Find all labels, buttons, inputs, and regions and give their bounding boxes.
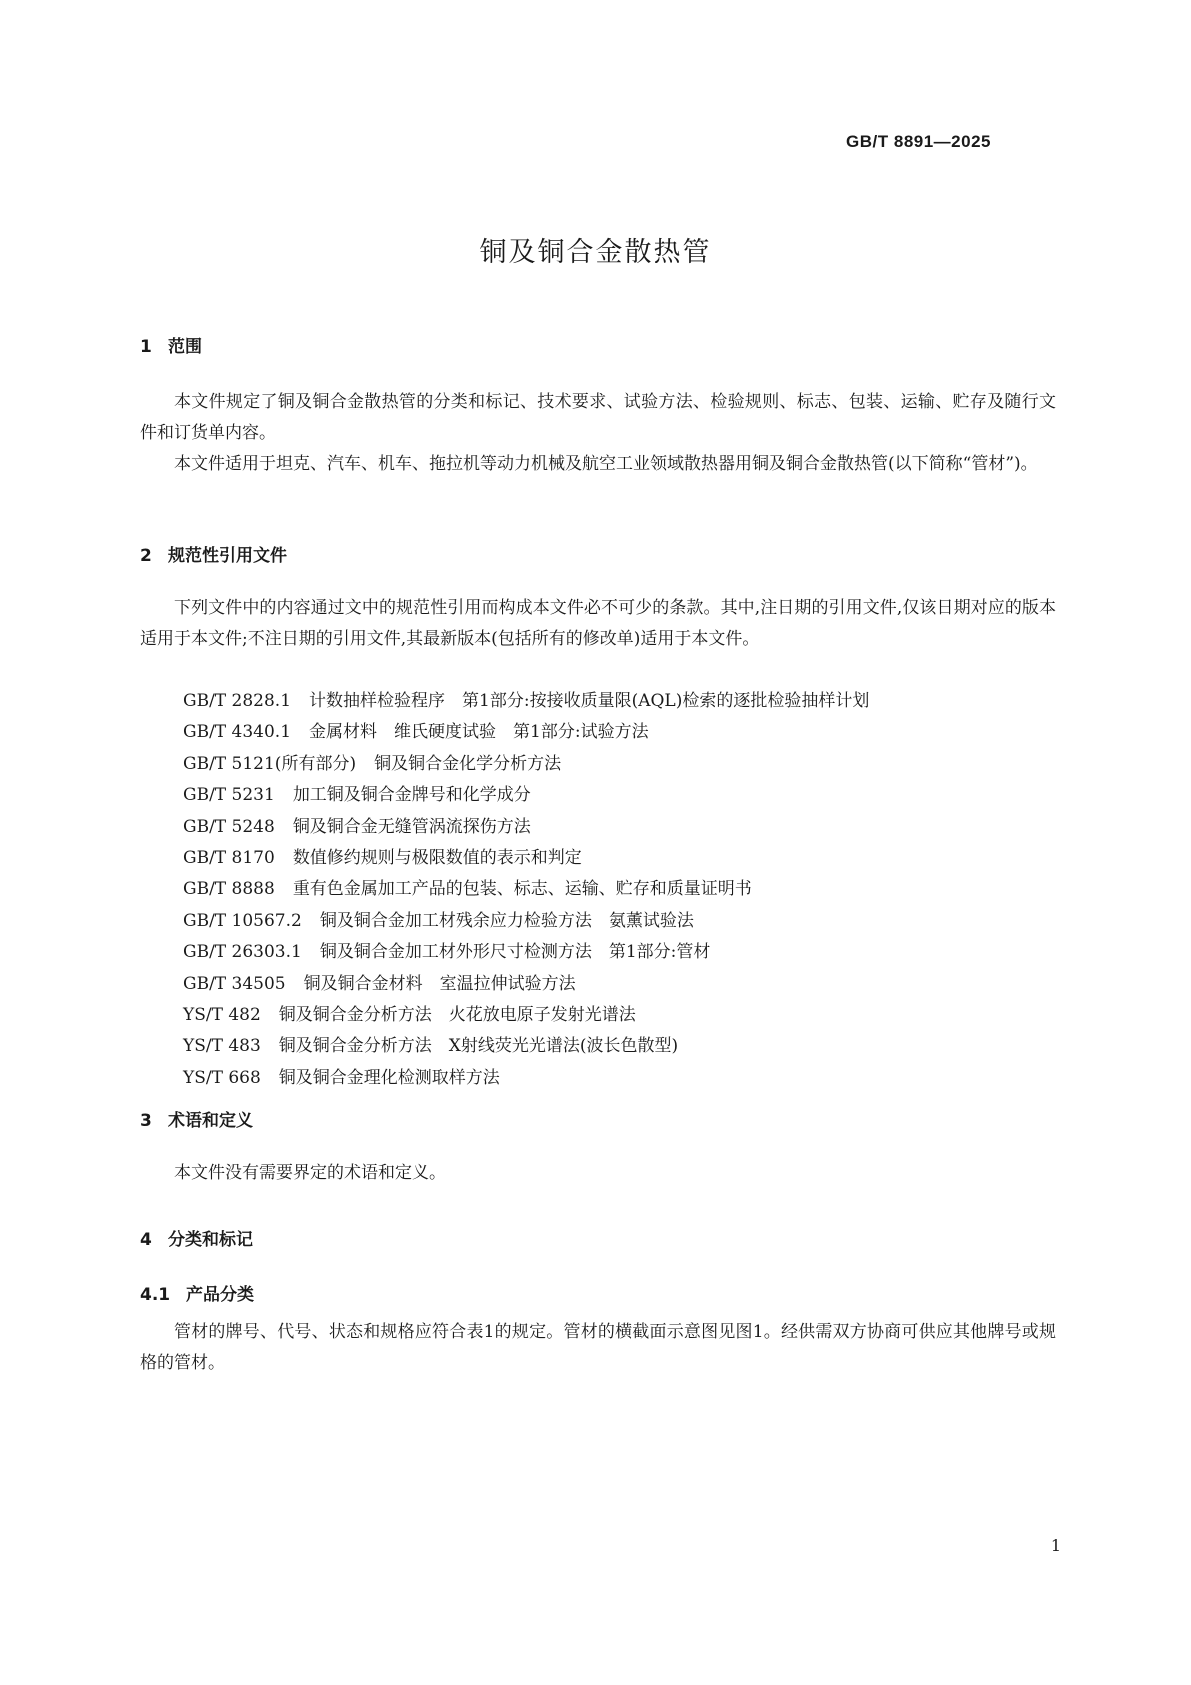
section-title: 规范性引用文件: [168, 546, 287, 566]
reference-code: YS/T 483: [183, 1036, 261, 1057]
section-heading-terms: [140, 1106, 253, 1131]
classification-paragraph: 管材的牌号、代号、状态和规格应符合表1的规定。管材的横截面示意图见图1。经供需双方协商可供应其他牌号或规格的管材。: [140, 1322, 1056, 1373]
reference-title: 铜及铜合金分析方法 火花放电原子发射光谱法: [278, 1004, 636, 1025]
page-title: 铜及铜合金散热管: [479, 237, 712, 268]
reference-code: GB/T 34505: [183, 973, 286, 994]
reference-title: 加工铜及铜合金牌号和化学成分: [292, 785, 531, 806]
normative-refs-intro: 下列文件中的内容通过文中的规范性引用而构成本文件必不可少的条款。其中,注日期的引用文件,仅该日期对应的版本适用于本文件;不注日期的引用文件,其最新版本(包括所有的修改单)适用于本文件。: [140, 598, 1056, 649]
subsection-title: 产品分类: [186, 1285, 254, 1305]
scope-paragraph-1: 本文件规定了铜及铜合金散热管的分类和标记、技术要求、试验方法、检验规则、标志、包装、运输、贮存及随行文件和订货单内容。: [140, 392, 1056, 443]
terms-paragraph: 本文件没有需要界定的术语和定义。: [174, 1163, 446, 1183]
reference-title: 金属材料 维氏硬度试验 第1部分:试验方法: [309, 722, 649, 743]
subsection-number: 4.1: [140, 1285, 171, 1305]
reference-title: 铜及铜合金加工材外形尺寸检测方法 第1部分:管材: [319, 942, 711, 963]
reference-item: [183, 906, 869, 937]
reference-item: [183, 686, 869, 717]
reference-title: 铜及铜合金分析方法 X射线荧光光谱法(波长色散型): [278, 1036, 679, 1057]
reference-item: [183, 717, 869, 748]
scope-paragraph-2: 本文件适用于坦克、汽车、机车、拖拉机等动力机械及航空工业领域散热器用铜及铜合金散热管(以下简称“管材”)。: [174, 454, 1038, 474]
reference-code: GB/T 4340.1: [183, 722, 292, 743]
reference-title: 数值修约规则与极限数值的表示和判定: [292, 847, 582, 868]
section-number: 1: [140, 337, 152, 357]
section-number: 2: [140, 546, 152, 566]
reference-title: 铜及铜合金材料 室温拉伸试验方法: [303, 973, 576, 994]
section-heading-scope: [140, 332, 202, 357]
reference-code: YS/T 668: [183, 1067, 261, 1088]
reference-item: [183, 874, 869, 905]
reference-item: [183, 1063, 869, 1094]
reference-item: [183, 1031, 869, 1062]
section-number: 4: [140, 1230, 152, 1250]
reference-code: YS/T 482: [183, 1004, 261, 1025]
reference-title: 铜及铜合金理化检测取样方法: [278, 1067, 500, 1088]
reference-code: GB/T 5231: [183, 785, 275, 806]
reference-title: 计数抽样检验程序 第1部分:按接收质量限(AQL)检索的逐批检验抽样计划: [309, 691, 870, 711]
reference-list: [183, 686, 869, 1094]
reference-code: GB/T 5121(所有部分): [183, 753, 357, 774]
reference-item: [183, 749, 869, 780]
section-heading-classification: [140, 1225, 253, 1250]
reference-item: [183, 969, 869, 1000]
reference-item: [183, 1000, 869, 1031]
reference-item: [183, 937, 869, 968]
reference-title: 铜及铜合金化学分析方法: [374, 753, 562, 774]
section-number: 3: [140, 1111, 152, 1131]
section-title: 分类和标记: [168, 1230, 253, 1250]
reference-code: GB/T 2828.1: [183, 691, 292, 711]
reference-item: [183, 843, 869, 874]
standard-number: GB/T 8891—2025: [846, 132, 991, 151]
reference-code: GB/T 10567.2: [183, 910, 302, 931]
reference-item: [183, 780, 869, 811]
reference-item: [183, 812, 869, 843]
reference-code: GB/T 8888: [183, 879, 275, 900]
section-heading-normative-refs: [140, 541, 287, 566]
reference-code: GB/T 26303.1: [183, 942, 302, 963]
reference-title: 铜及铜合金无缝管涡流探伤方法: [292, 816, 531, 837]
reference-title: 重有色金属加工产品的包装、标志、运输、贮存和质量证明书: [292, 879, 752, 900]
section-title: 范围: [168, 337, 202, 357]
subsection-heading-product-classification: [140, 1280, 254, 1305]
reference-code: GB/T 8170: [183, 847, 275, 868]
section-title: 术语和定义: [168, 1111, 253, 1131]
reference-title: 铜及铜合金加工材残余应力检验方法 氨薰试验法: [319, 910, 694, 931]
reference-code: GB/T 5248: [183, 816, 275, 837]
page-number: 1: [1050, 1536, 1061, 1555]
